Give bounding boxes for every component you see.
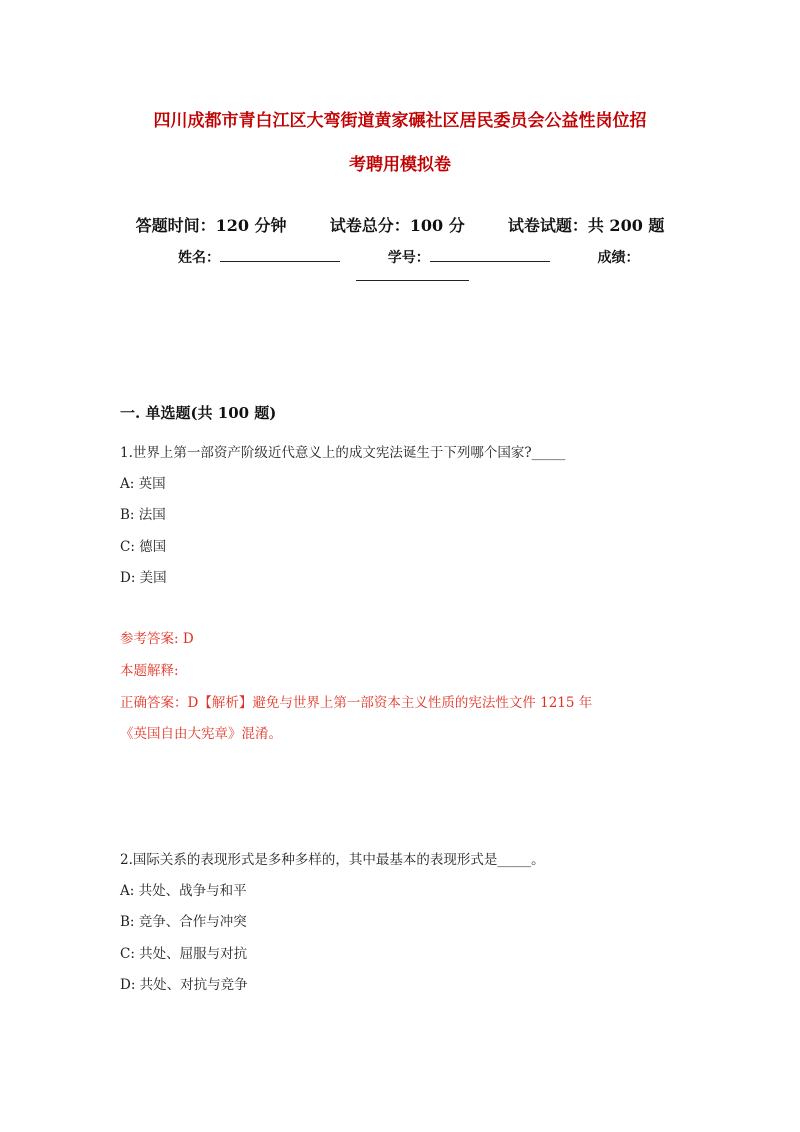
grade-label: 成绩：	[597, 250, 640, 266]
exam-time: 答题时间：120 分钟	[135, 216, 287, 235]
question-1-option-c: C: 德国	[120, 539, 167, 555]
name-label: 姓名：	[178, 250, 220, 266]
exam-question-count: 试卷试题：共 200 题	[507, 216, 665, 235]
title-line-2: 考聘用模拟卷	[349, 155, 451, 175]
question-1-option-d: D: 美国	[120, 570, 167, 586]
exam-total-score: 试卷总分：100 分	[329, 216, 465, 235]
id-blank[interactable]	[430, 246, 550, 262]
question-2-stem: 2.国际关系的表现形式是多种多样的，其中最基本的表现形式是_____。	[120, 852, 545, 868]
question-2-option-a: A: 共处、战争与和平	[120, 883, 247, 899]
question-1-explain-line-2: 《英国自由大宪章》混淆。	[120, 726, 282, 742]
question-1-option-b: B: 法国	[120, 507, 166, 523]
question-1-stem: 1.世界上第一部资产阶级近代意义上的成文宪法诞生于下列哪个国家?_____	[120, 445, 566, 461]
section-heading: 一. 单选题(共 100 题)	[120, 404, 277, 422]
question-1-explain-label: 本题解释:	[120, 663, 179, 679]
id-label: 学号：	[387, 250, 430, 266]
title-line-1: 四川成都市青白江区大弯街道黄家碾社区居民委员会公益性岗位招	[153, 111, 647, 131]
exam-meta	[0, 213, 800, 236]
question-2-option-c: C: 共处、屈服与对抗	[120, 946, 248, 962]
question-2-option-b: B: 竞争、合作与冲突	[120, 914, 247, 930]
question-2-option-d: D: 共处、对抗与竞争	[120, 977, 248, 993]
question-1-explain-line-1: 正确答案：D【解析】避免与世界上第一部资本主义性质的宪法性文件 1215 年	[120, 695, 593, 711]
name-blank[interactable]	[220, 246, 340, 262]
grade-blank[interactable]	[356, 270, 469, 281]
student-fields	[178, 246, 640, 267]
question-1-option-a: A: 英国	[120, 476, 166, 492]
question-1-answer: 参考答案: D	[120, 631, 194, 647]
